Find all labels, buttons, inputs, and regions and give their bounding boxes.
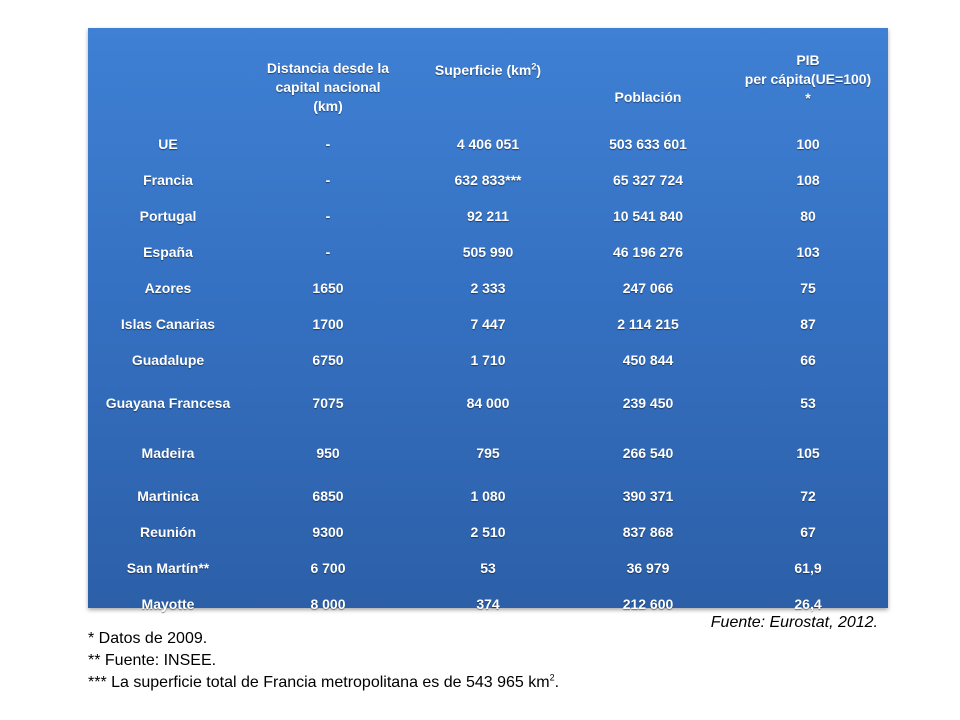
table-row (88, 378, 888, 428)
cell-population: 503 633 601 (609, 136, 687, 152)
table-row (88, 478, 888, 514)
table-row (88, 198, 888, 234)
source-caption: Fuente: Eurostat, 2012. (710, 614, 878, 631)
cell-region: Mayotte (141, 596, 195, 612)
cell-surface: 84 000 (466, 395, 510, 411)
cell-gdp: 72 (800, 488, 816, 504)
cell-surface: 2 333 (470, 280, 506, 296)
cell-region: Guayana Francesa (105, 395, 231, 411)
cell-distance: 6 700 (310, 560, 346, 576)
footnote-3-text: *** La superficie total de Francia metropolitana es de 543 965 km (88, 674, 550, 691)
cell-population: 36 979 (626, 560, 670, 576)
cell-distance: - (325, 136, 331, 152)
cell-population: 46 196 276 (612, 244, 684, 260)
table-row (88, 306, 888, 342)
cell-surface: 505 990 (462, 244, 514, 260)
cell-distance: 1700 (312, 316, 344, 332)
cell-region: Martinica (137, 488, 199, 504)
header-surface-superscript: 2 (531, 61, 537, 72)
table-row (88, 342, 888, 378)
cell-population: 65 327 724 (612, 172, 684, 188)
cell-population: 2 114 215 (617, 316, 679, 332)
cell-distance: 6850 (312, 488, 344, 504)
cell-region: Madeira (141, 445, 195, 461)
header-distance-line-3: (km) (313, 97, 343, 114)
cell-population: 239 450 (622, 395, 674, 411)
header-distance-line-1: Distancia desde la (266, 59, 390, 76)
cell-region: España (143, 244, 193, 260)
table-row (88, 514, 888, 550)
cell-gdp: 100 (796, 136, 820, 152)
cell-gdp: 105 (796, 445, 820, 461)
cell-gdp: 80 (800, 208, 816, 224)
cell-distance: - (325, 172, 331, 188)
cell-surface: 1 080 (470, 488, 506, 504)
cell-distance: 8 000 (310, 596, 346, 612)
cell-population: 837 868 (622, 524, 674, 540)
cell-surface: 2 510 (470, 524, 506, 540)
cell-gdp: 87 (800, 316, 816, 332)
cell-gdp: 67 (800, 524, 816, 540)
cell-region: Francia (143, 172, 193, 188)
cell-population: 10 541 840 (612, 208, 684, 224)
table-row (88, 234, 888, 270)
header-surface (408, 28, 568, 126)
cell-surface: 632 833*** (454, 172, 522, 188)
header-region (88, 28, 248, 126)
header-surface-label: Superficie (km (434, 62, 532, 78)
footnote-2: ** Fuente: INSEE. (88, 652, 217, 669)
cell-population: 247 066 (622, 280, 674, 296)
cell-gdp: 75 (800, 280, 816, 296)
cell-distance: 1650 (312, 280, 344, 296)
cell-distance: - (325, 244, 331, 260)
header-gdp-line-2: per cápita(UE=100) (744, 70, 872, 87)
header-population (568, 28, 728, 126)
cell-surface: 7 447 (470, 316, 506, 332)
cell-distance: 9300 (312, 524, 344, 540)
cell-distance: 7075 (312, 395, 344, 411)
footnote-3 (88, 672, 559, 694)
cell-surface: 795 (476, 445, 500, 461)
cell-region: Guadalupe (131, 352, 205, 368)
header-distance-line-2: capital nacional (275, 78, 381, 95)
header-distance (248, 28, 408, 126)
header-gdp-line-3: * (805, 89, 811, 106)
header-gdp (728, 28, 888, 126)
cell-surface: 53 (480, 560, 496, 576)
cell-gdp: 61,9 (794, 560, 822, 576)
cell-surface: 92 211 (466, 208, 510, 224)
cell-region: San Martín** (126, 560, 210, 576)
header-surface-close: ) (536, 62, 542, 78)
table-header-row (88, 28, 888, 126)
footnotes (88, 628, 559, 694)
table-row (88, 126, 888, 162)
cell-distance: 6750 (312, 352, 344, 368)
statistics-table (88, 28, 888, 622)
cell-distance: - (325, 208, 331, 224)
cell-region: Azores (144, 280, 192, 296)
cell-gdp: 103 (796, 244, 820, 260)
cell-population: 390 371 (622, 488, 674, 504)
cell-surface: 1 710 (470, 352, 506, 368)
cell-region: Reunión (140, 524, 196, 540)
cell-surface: 4 406 051 (456, 136, 520, 152)
cell-surface: 374 (476, 596, 500, 612)
table-row (88, 270, 888, 306)
cell-gdp: 53 (800, 395, 816, 411)
cell-gdp: 108 (796, 172, 820, 188)
cell-population: 450 844 (622, 352, 674, 368)
footnote-3-superscript: 2 (549, 672, 555, 683)
cell-region: Islas Canarias (120, 316, 216, 332)
cell-population: 266 540 (622, 445, 674, 461)
table-row (88, 428, 888, 478)
cell-distance: 950 (316, 445, 340, 461)
table-row (88, 550, 888, 586)
header-gdp-line-1: PIB (796, 51, 820, 68)
cell-gdp: 26,4 (794, 596, 822, 612)
cell-region: UE (158, 136, 178, 152)
cell-gdp: 66 (800, 352, 816, 368)
footnote-3-end: . (554, 674, 560, 691)
table-row (88, 162, 888, 198)
cell-population: 212 600 (622, 596, 674, 612)
footnote-1: * Datos de 2009. (88, 630, 208, 647)
cell-region: Portugal (139, 208, 197, 224)
header-population-label: Población (614, 89, 682, 105)
